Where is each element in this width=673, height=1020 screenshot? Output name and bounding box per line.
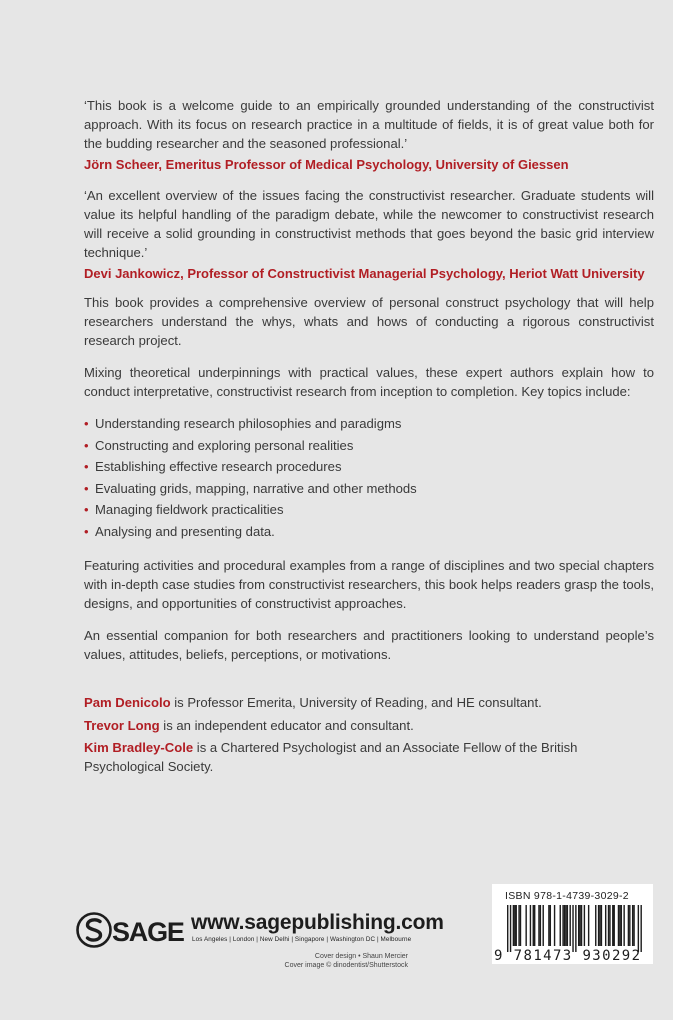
barcode-bar xyxy=(534,905,535,946)
barcode-bar xyxy=(538,905,539,946)
endorsement-quote: ‘This book is a welcome guide to an empirically grounded understanding of the constructivist approach. With its focus on research practice in a multitude of fields, it is of great value both for the budding researcher and the seasoned professional.’ xyxy=(84,98,654,151)
author-bio xyxy=(84,739,654,776)
description-mixing: Mixing theoretical underpinnings with practical values, these expert authors explain how to conduct interpretative, constructivist research from inception to completion. Key topics include: xyxy=(84,365,654,399)
key-topics xyxy=(84,413,654,542)
endorsement-attribution: Jörn Scheer, Emeritus Professor of Medical Psychology, University of Giessen xyxy=(84,157,569,172)
list-item xyxy=(84,435,654,457)
endorsement-2 xyxy=(84,186,654,283)
barcode-bar xyxy=(560,905,561,946)
barcode-bar xyxy=(554,905,555,946)
author-name: Pam Denicolo xyxy=(84,695,171,710)
barcode-bar xyxy=(564,905,565,946)
description-intro: This book provides a comprehensive overview of personal construct psychology that will help researchers understand the whys, whats and hows of conducting a rigorous constructivist research project. xyxy=(84,295,654,348)
barcode-bar xyxy=(507,905,508,952)
author-name: Kim Bradley-Cole xyxy=(84,740,194,755)
endorsement-attribution: Devi Jankowicz, Professor of Constructivist Managerial Psychology, Heriot Watt University xyxy=(84,266,645,281)
topic-text: Establishing effective research procedures xyxy=(95,459,342,474)
endorsement-quote: ‘An excellent overview of the issues facing the constructivist researcher. Graduate students will value its helpful handling of the paradigm debate, while the newcomer to constructivist research will receive a solid grounding in constructivist methods that goes beyond the basic grid interview technique.’ xyxy=(84,188,654,260)
author-bio xyxy=(84,717,654,736)
barcode-bar xyxy=(579,905,580,946)
isbn-barcode xyxy=(492,884,653,964)
barcode-bar xyxy=(540,905,541,946)
barcode-digits: 9 781473 930292 xyxy=(494,948,642,964)
list-item xyxy=(84,521,654,543)
topic-text: Evaluating grids, mapping, narrative and other methods xyxy=(95,480,417,496)
barcode-bar xyxy=(520,905,521,946)
barcode-bar xyxy=(575,905,576,952)
bullet-icon: • xyxy=(84,523,89,539)
barcode-bar xyxy=(623,905,624,946)
barcode-bar xyxy=(609,905,610,946)
bullet-icon: • xyxy=(84,502,89,517)
barcode-bar xyxy=(543,905,544,946)
topic-text: Managing fieldwork practicalities xyxy=(95,502,284,517)
publisher-website: www.sagepublishing.com xyxy=(191,911,444,934)
barcode-bar xyxy=(518,905,519,946)
barcode-bar xyxy=(601,905,602,946)
barcode-bar xyxy=(584,905,585,946)
barcode-bar xyxy=(629,905,630,946)
cover-image-credit: Cover image © dinodentist/Shutterstock xyxy=(284,962,408,969)
barcode-bar xyxy=(632,905,633,946)
barcode-bar xyxy=(533,905,534,946)
barcode-bar xyxy=(595,905,596,946)
barcode-bar xyxy=(567,905,568,946)
bullet-icon: • xyxy=(84,459,89,474)
bullet-icon: • xyxy=(84,416,89,431)
barcode-bar xyxy=(628,905,629,946)
bullet-icon: • xyxy=(84,480,89,496)
topic-text: Analysing and presenting data. xyxy=(95,523,275,539)
barcode-bar xyxy=(638,905,639,952)
description-companion: An essential companion for both researchers and practitioners looking to understand people’s values, attitudes, beliefs, perceptions, or motivations. xyxy=(84,628,654,662)
barcode-bar xyxy=(614,905,615,946)
topic-text: Constructing and exploring personal realities xyxy=(95,437,354,453)
author-name: Trevor Long xyxy=(84,717,160,733)
book-description-mixing xyxy=(84,363,654,401)
endorsement-1 xyxy=(84,96,654,174)
cover-credits xyxy=(190,952,408,970)
barcode-bar xyxy=(525,905,526,946)
barcode-bar xyxy=(514,905,515,946)
barcode-bar xyxy=(565,905,566,946)
author-bio-text: is Professor Emerita, University of Reading, and HE consultant. xyxy=(170,695,542,710)
author-bio-text: is an independent educator and consultant. xyxy=(159,717,414,733)
list-item xyxy=(84,478,654,500)
barcode-bar xyxy=(569,905,570,946)
author-bio xyxy=(84,694,654,713)
barcode-bar xyxy=(598,905,599,946)
list-item xyxy=(84,499,654,521)
barcode-bar xyxy=(530,905,531,946)
cover-design-credit: Cover design • Shaun Mercier xyxy=(314,953,408,960)
barcode-bar xyxy=(619,905,620,946)
barcode-bar xyxy=(621,905,622,946)
barcode-bar xyxy=(608,905,609,946)
barcode-bar xyxy=(599,905,600,946)
barcode-bar xyxy=(510,905,511,952)
sage-logo-icon xyxy=(76,908,186,952)
barcode-bar xyxy=(605,905,606,946)
topic-text: Understanding research philosophies and paradigms xyxy=(95,416,402,431)
book-description-featuring xyxy=(84,556,654,613)
barcode-bar xyxy=(578,905,579,946)
isbn-label: ISBN 978-1-4739-3029-2 xyxy=(505,890,629,902)
barcode-bar xyxy=(640,905,641,952)
key-topics-list xyxy=(84,413,654,542)
barcode-bar xyxy=(618,905,619,946)
barcode-bar xyxy=(516,905,517,946)
book-description-intro xyxy=(84,293,654,350)
list-item xyxy=(84,456,654,478)
sage-logo-text: SAGE xyxy=(112,917,184,947)
barcode-bar xyxy=(588,905,589,946)
barcode-bar xyxy=(548,905,549,946)
barcode-bar xyxy=(513,905,514,946)
publisher-cities: Los Angeles | London | New Delhi | Singapore | Washington DC | Melbourne xyxy=(192,936,412,943)
description-featuring: Featuring activities and procedural examples from a range of disciplines and two special chapters with in-depth case studies from constructivist researchers, this book helps readers grasp the tools, designs, and opportunities of constructivist approaches. xyxy=(84,558,654,611)
barcode-bar xyxy=(633,905,634,946)
barcode-bar xyxy=(581,905,582,946)
barcode-bar xyxy=(572,905,573,952)
list-item xyxy=(84,413,654,435)
barcode-bar xyxy=(550,905,551,946)
author-bios xyxy=(84,694,654,780)
barcode-bar xyxy=(612,905,613,946)
book-description-companion xyxy=(84,626,654,664)
bullet-icon: • xyxy=(84,437,89,453)
barcode-bar xyxy=(562,905,563,946)
author-bio-text: is a Chartered Psychologist and an Associate Fellow of the British Psychological Society. xyxy=(84,740,578,774)
